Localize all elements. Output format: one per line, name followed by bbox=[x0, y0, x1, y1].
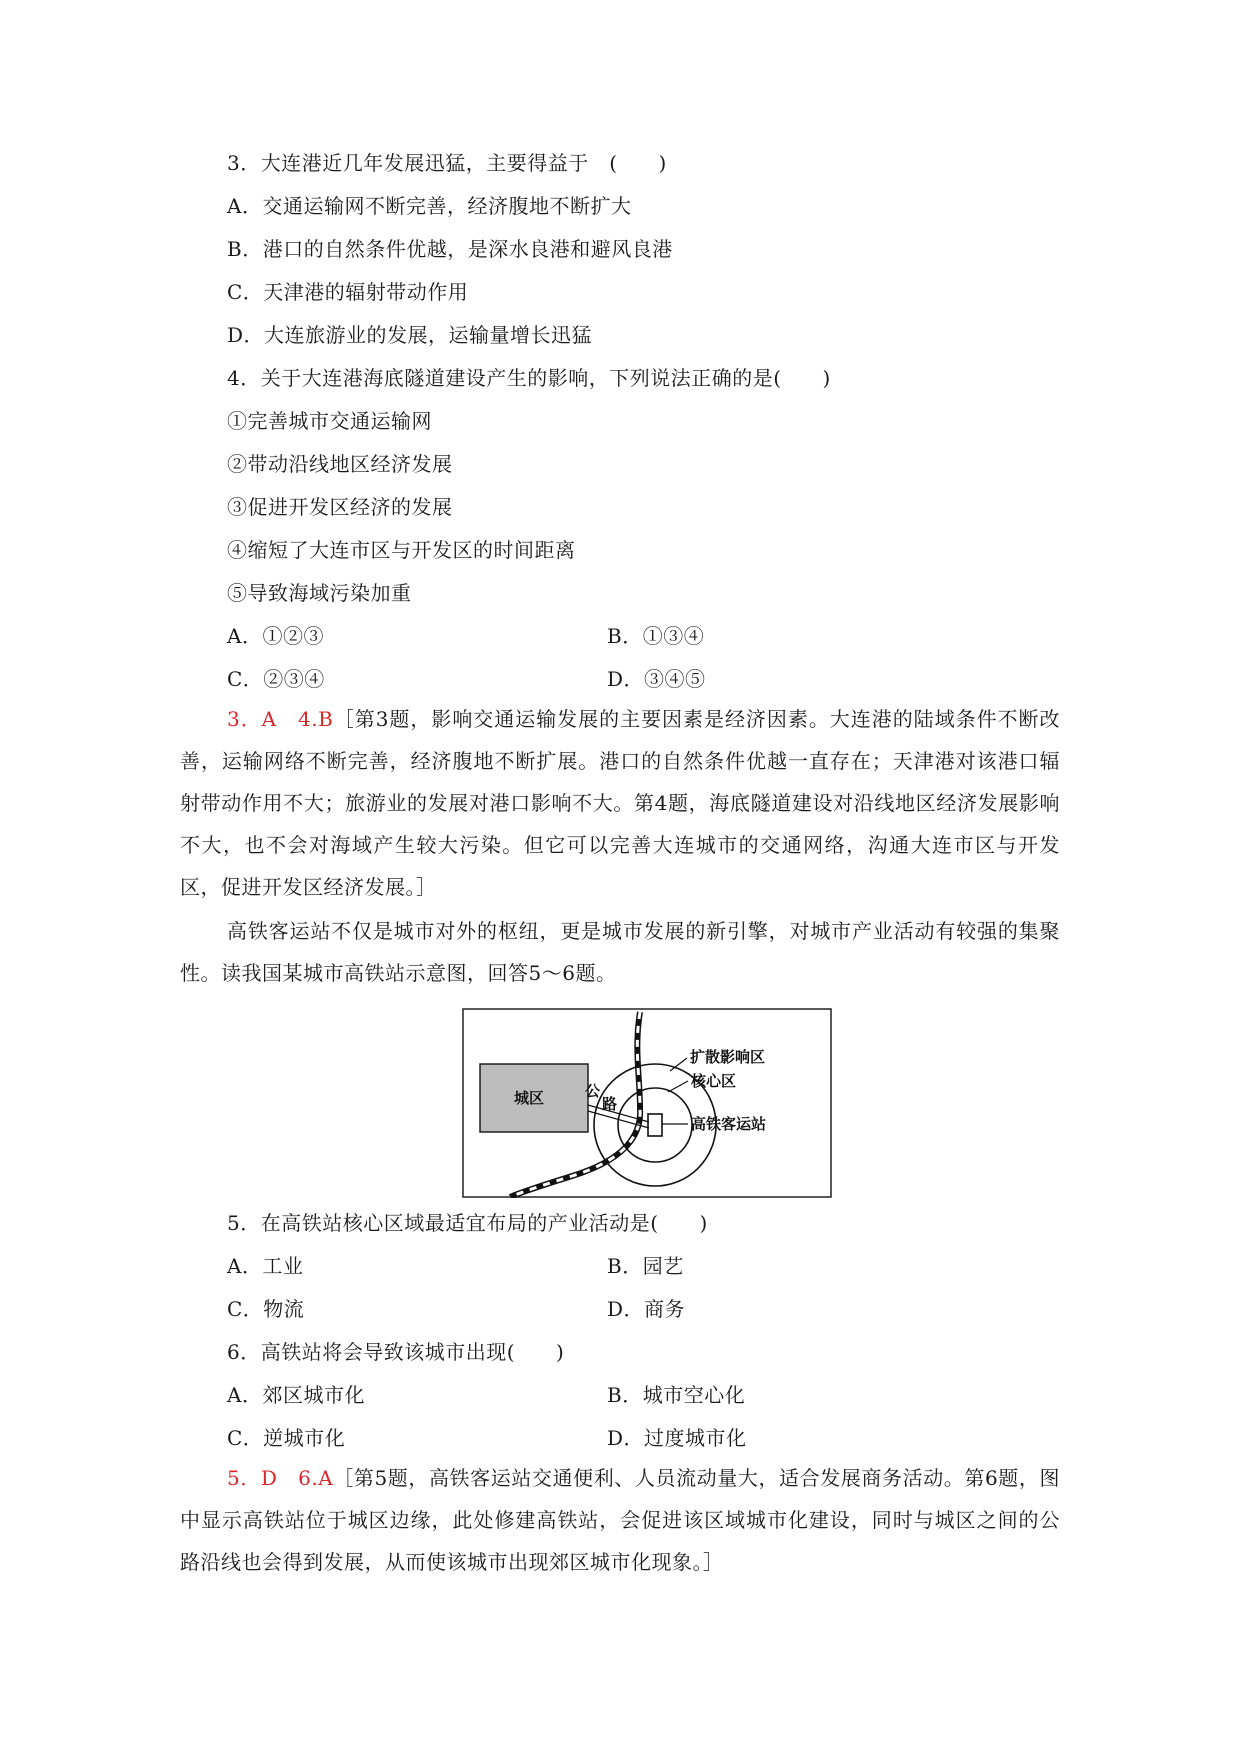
question-6-option-c: C．逆城市化 bbox=[227, 1426, 346, 1450]
question-3-option-b: B．港口的自然条件优越，是深水良港和避风良港 bbox=[227, 237, 673, 261]
answer-explanation-3-4: ［第3题，影响交通运输发展的主要因素是经济因素。大连港的陆域条件不断改善，运输网络不断完善，经济腹地不断扩展。港口的自然条件优越一直存在；天津港对该港口辐射带动作用不大；旅游业的发展对港口影响不大。第4题，海底隧道建设对沿线地区经济发展影响不大，也不会对海域产生较大污染。但它可以完善大连城市的交通网络，沟通大连市区与开发区，促进开发区经济发展。］ bbox=[180, 707, 1060, 899]
question-4-option-c: C．②③④ bbox=[227, 667, 325, 691]
question-4-stem: 4．关于大连港海底隧道建设产生的影响，下列说法正确的是( ) bbox=[227, 366, 831, 390]
question-5-option-c: C．物流 bbox=[227, 1297, 305, 1321]
intro-5-6: 高铁客运站不仅是城市对外的枢纽，更是城市发展的新引擎，对城市产业活动有较强的集聚性。读我国某城市高铁站示意图，回答5～6题。 bbox=[180, 919, 1060, 985]
question-4-item-5: ⑤导致海域污染加重 bbox=[227, 581, 412, 605]
question-5-option-b: B．园艺 bbox=[607, 1254, 684, 1278]
question-4-option-d: D．③④⑤ bbox=[607, 667, 706, 691]
high-speed-rail-station-diagram bbox=[462, 1008, 832, 1198]
answer-key-3-4: 3．A 4.B bbox=[227, 707, 334, 731]
question-6-option-b: B．城市空心化 bbox=[607, 1383, 746, 1407]
road-label-2: 路 bbox=[602, 1095, 618, 1113]
question-4-item-2: ②带动沿线地区经济发展 bbox=[227, 452, 453, 476]
question-6-option-d: D．过度城市化 bbox=[607, 1426, 747, 1450]
question-6-stem: 6．高铁站将会导致该城市出现( ) bbox=[227, 1340, 565, 1364]
question-5-option-a: A．工业 bbox=[227, 1254, 304, 1278]
question-4-item-1: ①完善城市交通运输网 bbox=[227, 409, 432, 433]
question-5-stem: 5．在高铁站核心区域最适宜布局的产业活动是( ) bbox=[227, 1211, 708, 1235]
question-4-item-4: ④缩短了大连市区与开发区的时间距离 bbox=[227, 538, 576, 562]
question-5-option-d: D．商务 bbox=[607, 1297, 686, 1321]
answer-5-6 bbox=[180, 1457, 1060, 1583]
answer-3-4 bbox=[180, 698, 1060, 908]
answer-key-5-6: 5．D 6.A bbox=[227, 1466, 334, 1490]
road-label-1: 公 bbox=[585, 1082, 601, 1100]
spread-influence-label: 扩散影响区 bbox=[690, 1048, 766, 1066]
question-4-item-3: ③促进开发区经济的发展 bbox=[227, 495, 453, 519]
question-4-option-a: A．①②③ bbox=[227, 624, 324, 648]
question-3-option-a: A．交通运输网不断完善，经济腹地不断扩大 bbox=[227, 194, 632, 218]
question-6-option-a: A．郊区城市化 bbox=[227, 1383, 365, 1407]
question-4-option-b: B．①③④ bbox=[607, 624, 705, 648]
city-district-label: 城区 bbox=[514, 1089, 545, 1107]
station-label: 高铁客运站 bbox=[691, 1115, 767, 1133]
high-speed-rail-station bbox=[648, 1114, 662, 1136]
question-3-option-c: C．天津港的辐射带动作用 bbox=[227, 280, 469, 304]
question-3-option-d: D．大连旅游业的发展，运输量增长迅猛 bbox=[227, 323, 593, 347]
question-3-stem: 3．大连港近几年发展迅猛，主要得益于 ( ) bbox=[227, 151, 667, 175]
core-zone-label: 核心区 bbox=[691, 1072, 737, 1090]
answer-explanation-5-6: ［第5题，高铁客运站交通便利、人员流动量大，适合发展商务活动。第6题，图中显示高铁站位于城区边缘，此处修建高铁站，会促进该区域城市化建设，同时与城区之间的公路沿线也会得到发展，从而使该城市出现郊区城市化现象。］ bbox=[180, 1466, 1060, 1574]
diagram-svg bbox=[462, 1008, 832, 1198]
